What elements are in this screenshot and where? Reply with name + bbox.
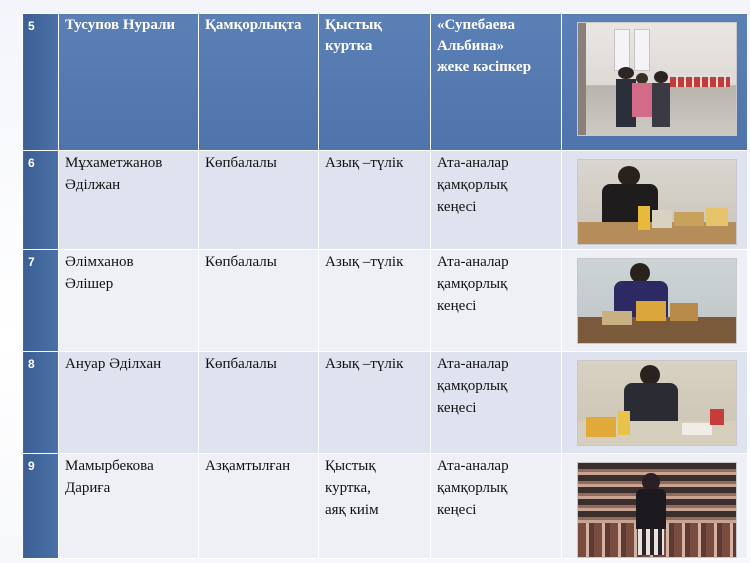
recipient-name: Мамырбекова Дариға <box>65 458 154 496</box>
aid-cell <box>319 352 431 454</box>
table-row <box>23 454 748 559</box>
photo-groceries-icon <box>577 159 737 245</box>
name-cell <box>59 14 199 151</box>
aid-source: Ата-аналар қамқорлық кеңесі <box>437 356 509 416</box>
photo-cell <box>562 151 748 250</box>
recipient-status: Азқамтылған <box>205 458 291 474</box>
status-cell <box>199 250 319 352</box>
recipient-name: Ануар Әділхан <box>65 356 162 372</box>
photo-groceries-icon <box>577 360 737 446</box>
status-cell <box>199 352 319 454</box>
status-cell <box>199 454 319 559</box>
photo-hall-icon <box>577 22 737 136</box>
aid-source: «Супебаева Альбина» жеке кәсіпкер <box>437 17 532 75</box>
recipient-status: Қамқорлықта <box>205 17 302 33</box>
row-number: 8 <box>23 352 59 454</box>
row-number: 6 <box>23 151 59 250</box>
source-cell <box>431 14 562 151</box>
recipient-name: Әлімханов Әлішер <box>65 254 134 292</box>
photo-store-icon <box>577 462 737 558</box>
recipient-name: Тусупов Нурали <box>65 17 176 33</box>
aid-type: Азық –түлік <box>325 356 404 372</box>
source-cell <box>431 352 562 454</box>
aid-type: Қыстық куртка, аяқ киім <box>325 458 379 518</box>
row-number: 7 <box>23 250 59 352</box>
name-cell <box>59 151 199 250</box>
name-cell <box>59 352 199 454</box>
aid-source: Ата-аналар қамқорлық кеңесі <box>437 155 509 215</box>
aid-source: Ата-аналар қамқорлық кеңесі <box>437 254 509 314</box>
recipient-status: Көпбалалы <box>205 356 277 372</box>
aid-cell <box>319 250 431 352</box>
table-row <box>23 151 748 250</box>
aid-type: Азық –түлік <box>325 254 404 270</box>
aid-source: Ата-аналар қамқорлық кеңесі <box>437 458 509 518</box>
name-cell <box>59 250 199 352</box>
row-number: 9 <box>23 454 59 559</box>
source-cell <box>431 454 562 559</box>
status-cell <box>199 151 319 250</box>
photo-cell <box>562 14 748 151</box>
aid-cell <box>319 14 431 151</box>
photo-cell <box>562 250 748 352</box>
aid-type: Қыстық куртка <box>325 17 382 54</box>
table-row <box>23 352 748 454</box>
aid-cell <box>319 151 431 250</box>
table-row <box>23 250 748 352</box>
photo-cell <box>562 454 748 559</box>
aid-cell <box>319 454 431 559</box>
recipient-status: Көпбалалы <box>205 155 277 171</box>
row-number: 5 <box>23 14 59 151</box>
aid-type: Азық –түлік <box>325 155 404 171</box>
status-cell <box>199 14 319 151</box>
name-cell <box>59 454 199 559</box>
table-row <box>23 14 748 151</box>
source-cell <box>431 151 562 250</box>
photo-cell <box>562 352 748 454</box>
recipient-name: Мұхаметжанов Әділжан <box>65 155 163 193</box>
source-cell <box>431 250 562 352</box>
recipient-status: Көпбалалы <box>205 254 277 270</box>
aid-recipients-table <box>22 13 748 559</box>
photo-groceries-icon <box>577 258 737 344</box>
